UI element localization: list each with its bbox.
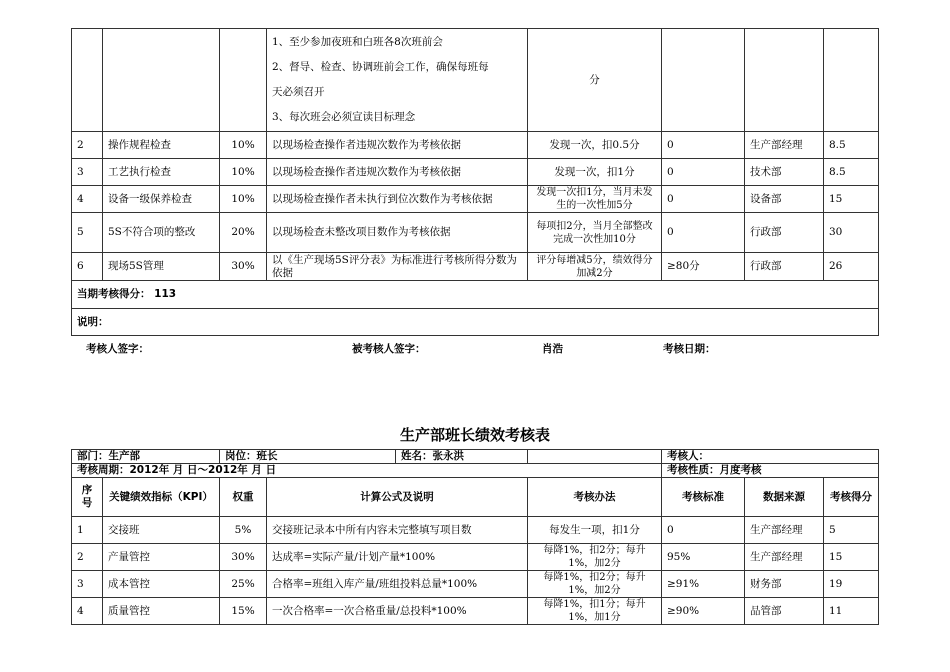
assessee-name: 肖浩 [542,343,563,355]
info-row [72,450,879,464]
cell-no: 2 [72,132,103,159]
cell-method: 每降1%，扣2分；每升1%，加2分 [528,544,662,571]
cell-source: 生产部经理 [745,544,824,571]
top-assessment-table [71,28,879,336]
cell-score: 11 [824,598,879,625]
cell-formula: 达成率=实际产量/计划产量*100% [267,544,528,571]
cell-method: 发现一次，扣1分 [528,159,662,186]
cell-formula: 以现场检查操作者违规次数作为考核依据 [267,132,528,159]
table-row [72,132,879,159]
formula-line: 3、每次班会必须宣读目标理念 [272,111,416,123]
cell-method: 发现一次，扣0.5分 [528,132,662,159]
cell-formula: 合格率=班组入库产量/班组投料总量*100% [267,571,528,598]
assessor-signature-label: 考核人签字： [86,343,149,355]
cell-no: 4 [72,598,103,625]
table-row [72,571,879,598]
post-cell [220,450,528,464]
cell-source [745,29,824,132]
table-row [72,29,879,132]
cell-formula: 以现场检查操作者违规次数作为考核依据 [267,159,528,186]
cell-kpi: 现场5S管理 [103,253,220,281]
nature-cell: 考核性质：月度考核 [662,464,879,478]
assessor-cell: 考核人： [662,450,879,464]
header-formula: 计算公式及说明 [267,478,528,517]
cell-formula: 一次合格率=一次合格重量/总投料*100% [267,598,528,625]
post-label: 岗位：班长 [220,450,396,463]
cell-no: 1 [72,517,103,544]
cell-weight: 10% [220,132,267,159]
cell-no: 2 [72,544,103,571]
kpi-assessment-table [71,449,879,625]
table-row [72,544,879,571]
header-kpi: 关键绩效指标（KPI） [103,478,220,517]
cell-method: 评分每增减5分，绩效得分加减2分 [528,253,662,281]
table-row [72,186,879,213]
header-no: 序号 [72,478,103,517]
table-row [72,253,879,281]
cell-method: 每降1%，扣2分；每升1%，加2分 [528,571,662,598]
header-row [72,478,879,517]
table-row [72,598,879,625]
cell-standard: 0 [662,213,745,253]
cell-standard: ≥90% [662,598,745,625]
cell-no: 4 [72,186,103,213]
cell-standard [662,29,745,132]
cell-score: 30 [824,213,879,253]
note-row [72,309,879,336]
cell-standard: 0 [662,517,745,544]
cell-weight: 20% [220,213,267,253]
cell-score: 19 [824,571,879,598]
cell-weight: 30% [220,544,267,571]
dept-cell: 部门：生产部 [72,450,220,464]
cell-no: 5 [72,213,103,253]
total-cell [72,281,879,309]
cell-source: 设备部 [745,186,824,213]
cell-kpi: 产量管控 [103,544,220,571]
name-label: 姓名：张永洪 [401,450,464,462]
table-row [72,159,879,186]
cell-source: 品管部 [745,598,824,625]
header-source: 数据来源 [745,478,824,517]
formula-line: 2、督导、检查、协调班前会工作，确保每班每 [272,61,489,73]
header-standard: 考核标准 [662,478,745,517]
cell-standard: ≥80分 [662,253,745,281]
cell-kpi: 工艺执行检查 [103,159,220,186]
period-cell: 考核周期：2012年 月 日～2012年 月 日 [72,464,662,478]
cell-kpi: 设备一级保养检查 [103,186,220,213]
cell-method: 每发生一项，扣1分 [528,517,662,544]
cell-source: 行政部 [745,253,824,281]
cell-method: 发现一次扣1分，当月未发生的一次性加5分 [528,186,662,213]
table-row [72,213,879,253]
cell-score: 5 [824,517,879,544]
cell-standard: ≥91% [662,571,745,598]
cell-kpi: 交接班 [103,517,220,544]
cell-weight: 25% [220,571,267,598]
table-row [72,517,879,544]
formula-line: 1、至少参加夜班和白班各8次班前会 [272,36,443,48]
cell-weight [220,29,267,132]
formula-line: 天必须召开 [272,86,325,98]
cell-source: 技术部 [745,159,824,186]
cell-source: 生产部经理 [745,517,824,544]
header-weight: 权重 [220,478,267,517]
cell-weight: 10% [220,186,267,213]
cell-score: 8.5 [824,132,879,159]
cell-formula: 交接班记录本中所有内容未完整填写项目数 [267,517,528,544]
cell-weight: 15% [220,598,267,625]
page-title: 生产部班长绩效考核表 [399,426,550,444]
cell-no: 3 [72,571,103,598]
cell-standard: 0 [662,132,745,159]
cell-kpi: 5S不符合项的整改 [103,213,220,253]
cell-score: 8.5 [824,159,879,186]
header-method: 考核办法 [528,478,662,517]
cell-no: 6 [72,253,103,281]
cell-score: 15 [824,544,879,571]
info-row [72,464,879,478]
note-label: 说明： [72,309,879,336]
cell-standard: 0 [662,186,745,213]
cell-source: 生产部经理 [745,132,824,159]
cell-no: 3 [72,159,103,186]
cell-method: 分 [528,29,662,132]
blank-cell [528,450,662,464]
cell-method: 每降1%，扣1分；每升1%，加1分 [528,598,662,625]
cell-source: 财务部 [745,571,824,598]
header-score: 考核得分 [824,478,879,517]
assessment-date-label: 考核日期： [663,343,716,355]
cell-formula: 以现场检查未整改项目数作为考核依据 [267,213,528,253]
cell-score [824,29,879,132]
cell-formula: 以现场检查操作者未执行到位次数作为考核依据 [267,186,528,213]
total-label: 当期考核得分： [77,288,151,300]
cell-kpi: 成本管控 [103,571,220,598]
cell-weight: 5% [220,517,267,544]
assessee-signature-label: 被考核人签字： [352,343,426,355]
cell-standard: 0 [662,159,745,186]
cell-kpi: 质量管控 [103,598,220,625]
cell-formula: 以《生产现场5S评分表》为标准进行考核所得分数为依据 [267,253,528,281]
total-row [72,281,879,309]
cell-score: 15 [824,186,879,213]
cell-kpi: 操作规程检查 [103,132,220,159]
cell-standard: 95% [662,544,745,571]
cell-method: 每项扣2分，当月全部整改完成一次性加10分 [528,213,662,253]
cell-score: 26 [824,253,879,281]
cell-formula [267,29,528,132]
total-value: 113 [154,288,177,300]
cell-kpi [103,29,220,132]
cell-weight: 10% [220,159,267,186]
cell-source: 行政部 [745,213,824,253]
cell-weight: 30% [220,253,267,281]
cell-no [72,29,103,132]
